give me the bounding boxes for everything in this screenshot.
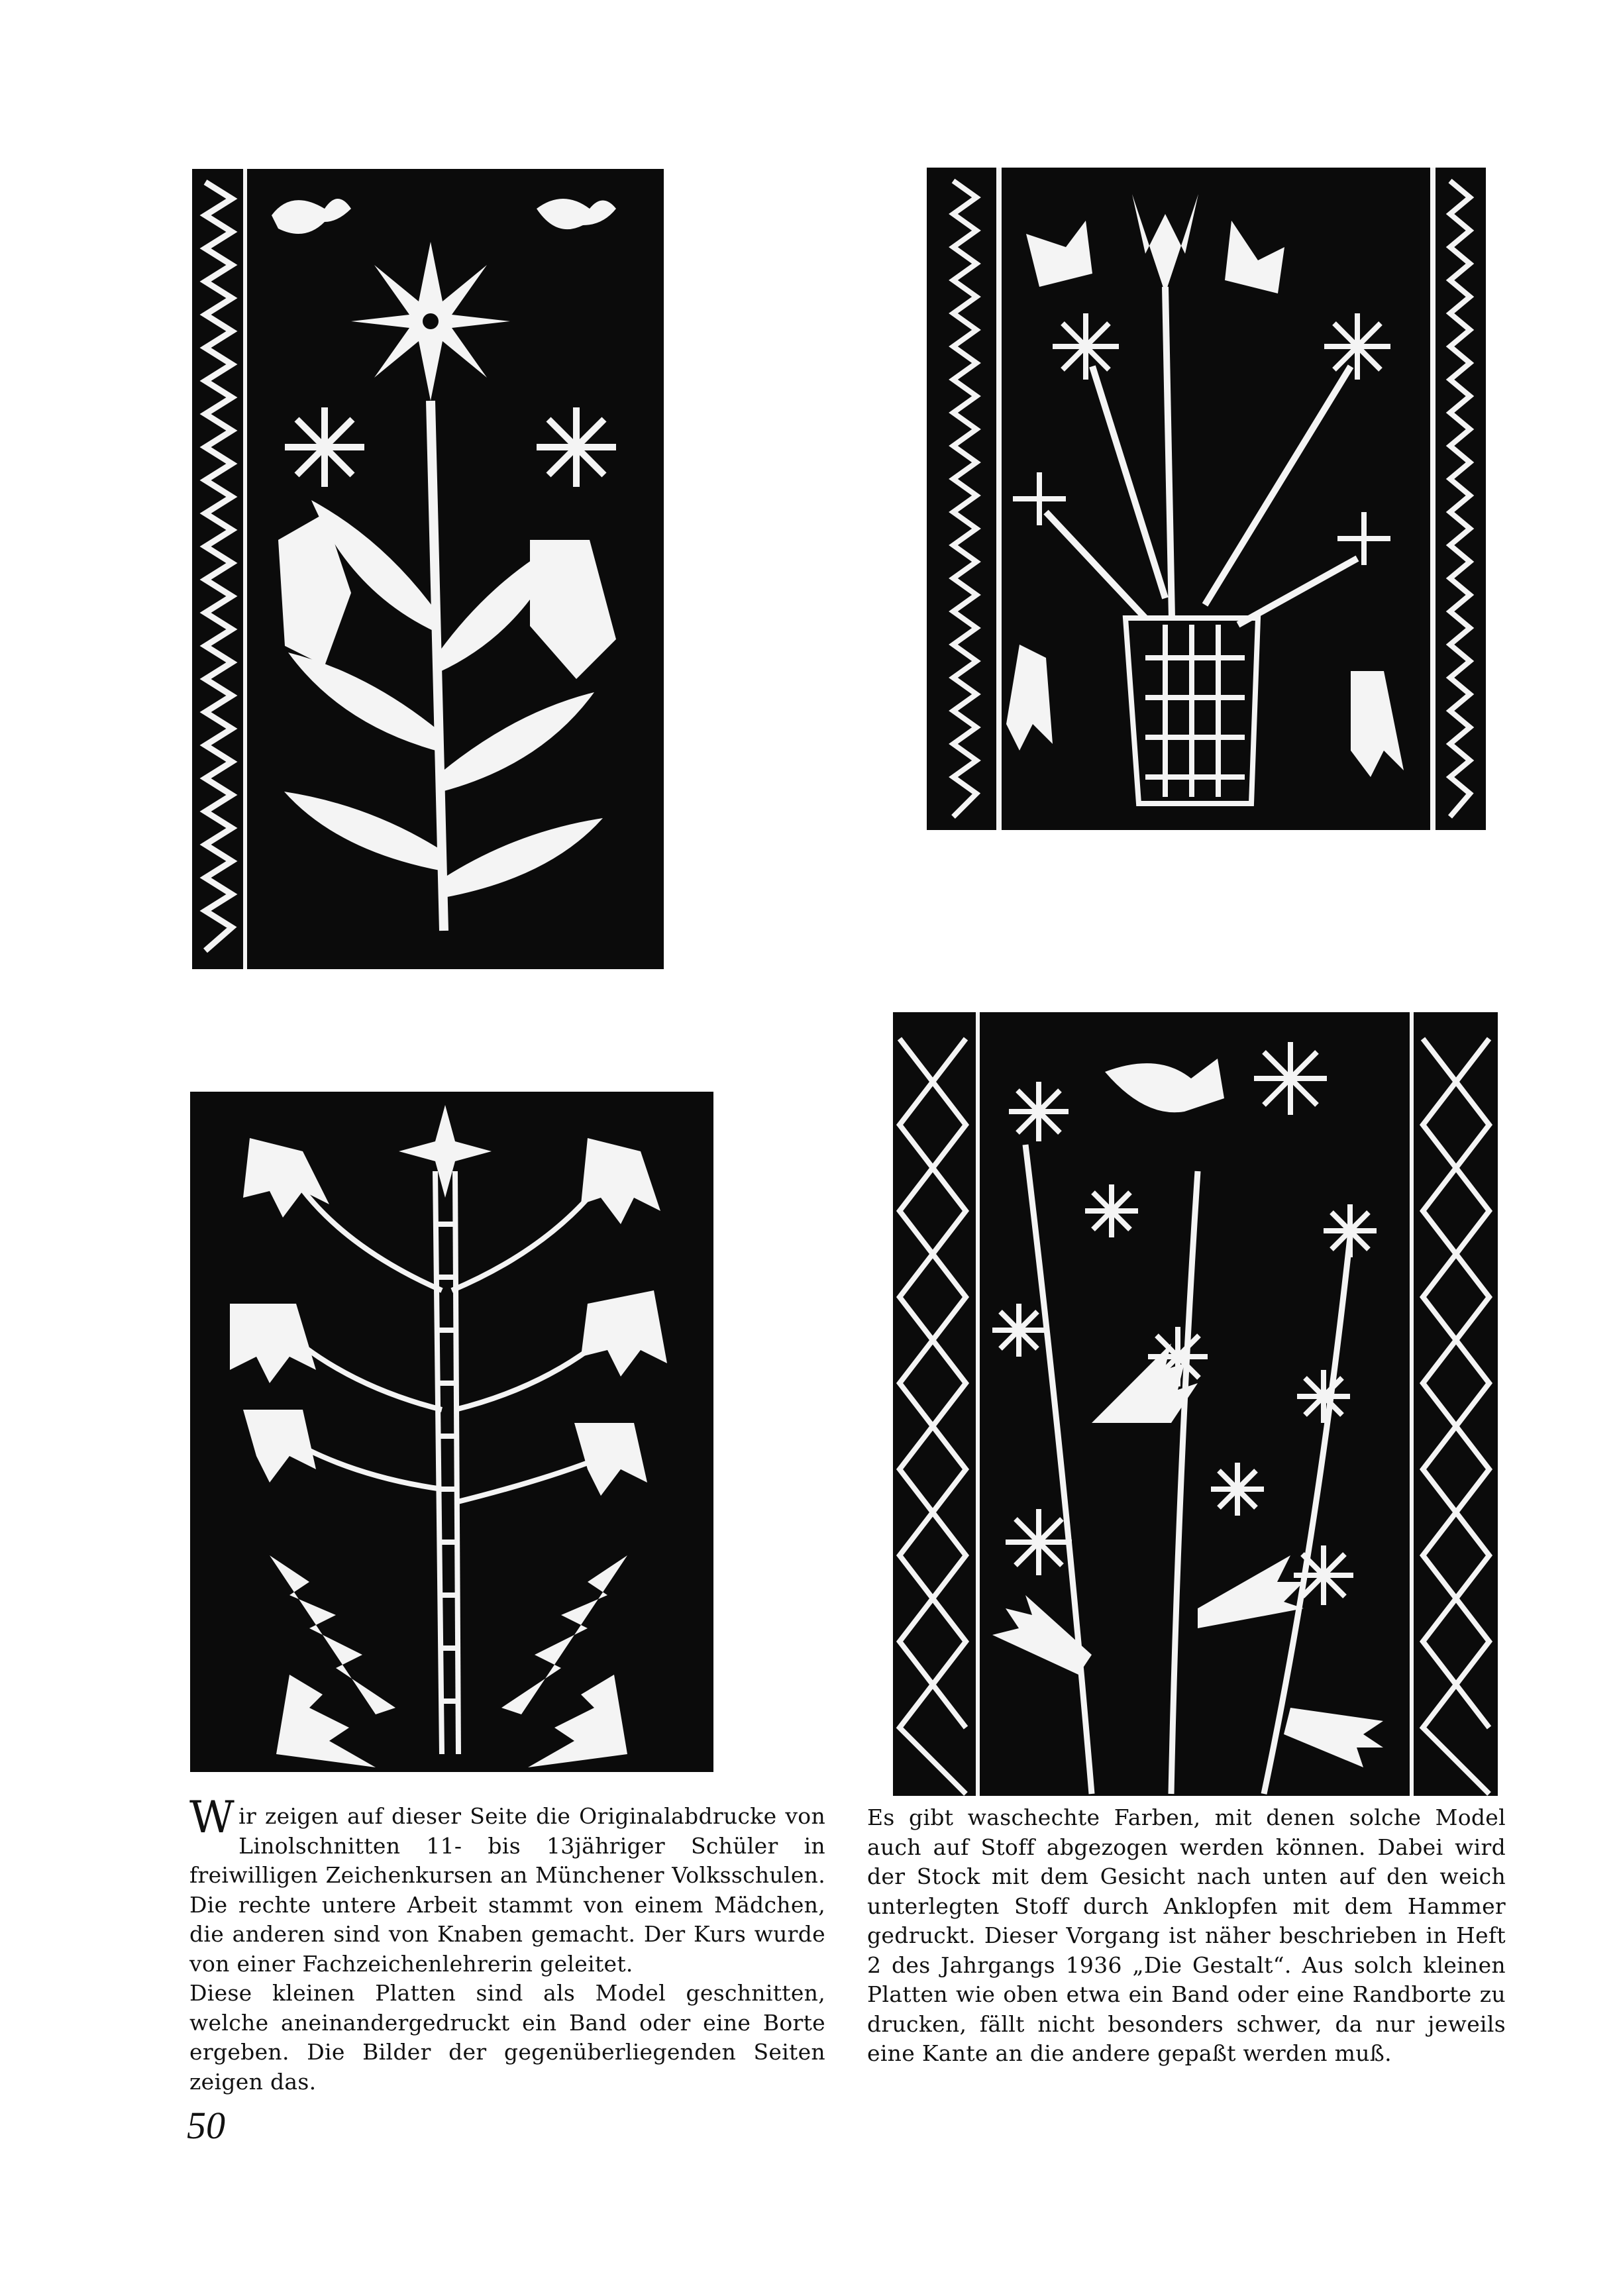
caption-left-paragraph-1 [189,1792,825,1979]
caption-left-paragraph-2: Diese kleinen Platten sind als Model geschnitten, welche aneinandergedruckt ein Band oder eine Borte ergeben. Die Bilder der gegenüberliegenden Seiten zeigen das. [189,1980,825,2095]
caption-right-paragraph-1: Es gibt waschechte Farben, mit denen solche Model auch auf Stoff abgezogen werden können. Dabei wird der Stock mit dem Gesicht nach unten auf den weich unterlegten Stoff durch Anklopfen mit dem Hammer gedruckt. Dieser Vorgang ist näher beschrieben in Heft 2 des Jahrgangs 1936 „Die Gestalt“. Aus solch kleinen Platten wie oben etwa ein Band oder eine Randborte zu drucken, fällt nicht besonders schwer, da nur jeweils eine Kante an die andere gepaßt werden muß. [867,1804,1506,2066]
dropcap-letter: W [189,1792,235,1843]
caption-left-paragraph-1-text: ir zeigen auf dieser Seite die Originalabdrucke von Linolschnitten 11- bis 13jähriger Schüler in freiwilligen Zeichenkursen an Münchener Volksschulen. Die rechte untere Arbeit stammt von einem Mädchen, die anderen sind von Knaben gemacht. Der Kurs wurde von einer Fachzeichenlehrerin geleitet. [189,1803,825,1977]
linocut-stars-bird-border [893,1012,1498,1796]
caption-left-column [189,1792,825,2097]
page-number: 50 [187,2104,225,2147]
linocut-birds-flowers [192,169,664,969]
linocut-plant-bellflowers [190,1092,713,1772]
linocut-flower-basket [927,168,1486,830]
caption-right-column [867,1803,1506,2069]
